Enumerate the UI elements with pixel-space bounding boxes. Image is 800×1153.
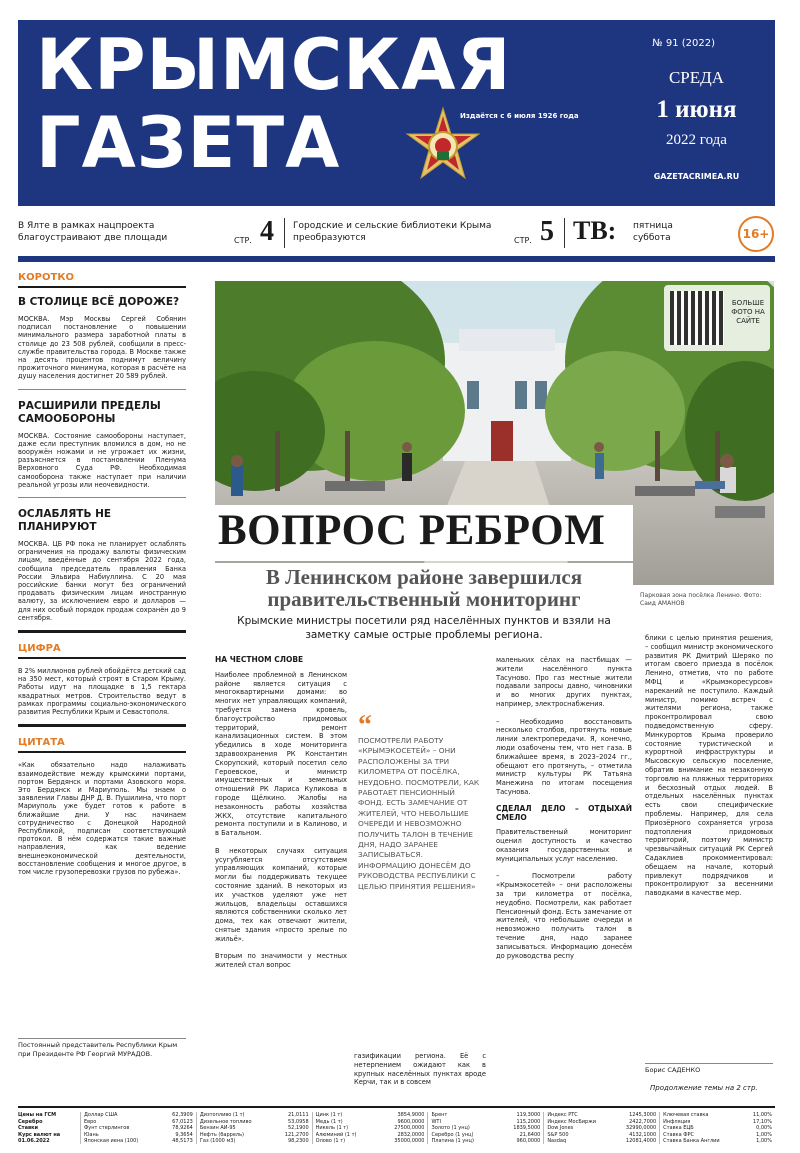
meta-line: Ставки (18, 1125, 39, 1131)
market-row: Инфляция 17,10% (663, 1118, 772, 1125)
rubric-brief: КОРОТКО (18, 272, 186, 288)
market-row: Ставка Банка Англии 1,00% (663, 1138, 772, 1144)
market-column (196, 1112, 312, 1144)
continued-note[interactable]: Продолжение темы на 2 стр. (650, 1084, 758, 1092)
teaser-1-page-label: СТР. (234, 236, 252, 245)
market-row: Брент 119,3000 (431, 1112, 541, 1118)
bottom-rule (18, 1106, 775, 1108)
teaser-2-page: 5 (540, 216, 554, 247)
figure-text: В 2% миллионов рублей обойдётся детский сад на 350 мест, который строят в Старом Крыму. Работы идут на площадке в 1,5 гектара квадратных метров. Строительство ведут в рамках программы социально-экономического развития Республики Крым и Севастополя. (18, 667, 186, 727)
market-row: Алюминий (1 т) 2832,0000 (315, 1131, 425, 1138)
column-1-text: Наиболее проблемной в Ленинском районе является ситуация с многоквартирными домами: во многих нет управляющих компаний, требуется замена кровель, благоустройство придомовых территорий, ремонт канализационных систем. В этом убедились в ходе мониторинга здравоохранения РК Константин Скорупский, который посетил село Героевское, и министр имущественных и земельных отношений РК Лариса Куликова в городе Щёлкино. Жалобы на незаконность работы хозяйства ЖКХ, отсутствие капитального ремонта поступили и в Калиново, и в Батальном. В некоторых случаях ситуация усугубляется отсутствием управляющих компаний, которые могли бы поддерживать текущее состояние зданий. В некоторых из их участков уделяют уже нет жильцов, владельцы оставшихся являются собственники сколько лет дома, тех как отвечают жители, снятые здания «просто зрелые по жильё». Вторым по значимости у местных жителей стал вопрос (215, 670, 347, 970)
market-row: Дизтопливо (1 т) 21,0111 (199, 1112, 309, 1118)
article-subhead: В Ленинском районе завершился правительственный мониторинг (215, 563, 633, 613)
article-column-1 (215, 656, 347, 1104)
qr-code-icon[interactable] (670, 291, 724, 345)
meta-line: Цены на ГСМ (18, 1112, 57, 1118)
brief-1-headline[interactable]: В СТОЛИЦЕ ВСЁ ДОРОЖЕ? (18, 296, 180, 308)
brief-3-headline[interactable]: ОСЛАБЛЯТЬ НЕ ПЛАНИРУЮТ (18, 508, 112, 534)
title-line-1: КРЫМСКАЯ (36, 24, 512, 106)
founded-note: Издаётся с 6 июля 1926 года (460, 112, 579, 120)
article-headline[interactable]: ВОПРОС РЕБРОМ (218, 507, 606, 554)
market-column (312, 1112, 428, 1144)
market-row: Индекс МосБиржи 2422,7000 (547, 1118, 657, 1125)
photo-caption: Парковая зона посёлка Ленино. Фото: Саид АМАНОВ (640, 592, 762, 607)
article-column-4: блики с целью принятия решения, – сообщил министр экономического развития РК Дмитрий Шеряко по итогам своего приезда в посёлок Ленино, отметив, что по работе МФЦ и «Крымэкоресурсов» нареканий не поступило. Каждый министр, помимо встреч с жителями региона, также проконтролировал свою подведомственную сферу. Минкурортов Крыма проверило состояние туристической и курортной инфраструктуры и Мысовскую сельскую поселение, обратив внимание на незаконную торговлю на пляжных территориях и бесхозный отдых людей. В отдельных населённых пунктах есть свои специфические проблемы. Например, для села Приозёрного сохраняется угроза подтопления придомовых территорий, поэтому министр чрезвычайных ситуаций РК Сергей Садаклиев прокомментировал: обещаем на начале, который привлекут подрядчиков и проконтролируют за весенними паводками в качестве мер. (645, 634, 773, 898)
website-link[interactable]: GAZETACRIMEA.RU (653, 172, 740, 181)
rubric-figure: ЦИФРА (18, 643, 186, 659)
market-row: Ставка ЕЦБ 0,00% (663, 1125, 772, 1131)
tv-label[interactable]: ТВ: (573, 216, 617, 245)
market-row: Ключевая ставка 11,00% (663, 1112, 772, 1118)
market-row: Бензин АИ-95 52,1900 (199, 1125, 309, 1131)
tv-days: пятница суббота (633, 221, 673, 243)
market-row: Никель (1 т) 27500,0000 (315, 1125, 425, 1131)
market-column (543, 1112, 659, 1144)
column-3-bottom: Правительственный мониторинг оценил доступность и качество оказания государственных и муниципальных услуг населению. – Посмотрели работу «Крымэкосетей» – они расположены за три километра от посёлка, неудобно. Посмотрели, как работает Пенсионный фонд. Есть замечание от жителей, что небольшие очереди и невозможно получить талон в течение дня, надо заранее записываться. Информацию донесём до руководства респу (496, 828, 632, 960)
market-row: Фунт стерлингов 78,9264 (84, 1125, 193, 1131)
market-row: Евро 67,0123 (84, 1118, 193, 1125)
market-row: Золото (1 унц) 1839,5000 (431, 1125, 541, 1131)
market-row: Платина (1 унц) 960,0000 (431, 1138, 541, 1144)
meta-line: Курс валют на 01.06.2022 (18, 1131, 61, 1144)
rubric-quote: ЦИТАТА (18, 737, 186, 753)
subheading-2: СДЕЛАЛ ДЕЛО – ОТДЫХАЙ СМЕЛО (496, 803, 632, 822)
teaser-1-page: 4 (260, 216, 274, 247)
masthead (18, 20, 775, 206)
teaser-2[interactable]: Городские и сельские библиотеки Крыма преобразуются (293, 221, 492, 243)
left-column (18, 272, 186, 894)
market-row: Олово (1 т) 35000,0000 (315, 1138, 425, 1144)
order-emblem-icon (403, 106, 483, 186)
article-author: Борис САДЕНКО (645, 1063, 773, 1074)
teaser-strip (18, 212, 775, 256)
market-column (427, 1112, 543, 1144)
brief-2-text: МОСКВА. Состояние самообороны наступает, даже если преступник вломился в дом, но не вооружён ножами и не угрожает их жизни, разъясняется в постановлении Пленума Верховного Суда РФ. Необходимая самооборона также наступает при наличии реальной угрозы или неочевидности. (18, 432, 186, 498)
pull-quote-text: ПОСМОТРЕЛИ РАБОТУ «КРЫМЭКОСЕТЕЙ» – ОНИ РАСПОЛОЖЕНЫ ЗА ТРИ КИЛОМЕТРА ОТ ПОСЁЛКА, НЕУДОБНО. ПОСМОТРЕЛИ, КАК РАБОТАЕТ ПЕНСИОННЫЙ ФОНД. ЕСТЬ ЗАМЕЧАНИЕ ОТ ЖИТЕЛЕЙ, ЧТО НЕБОЛЬШИЕ ОЧЕРЕДИ И НЕВОЗМОЖНО ПОЛУЧИТЬ ТАЛОН В ТЕЧЕНИЕ ДНЯ, НАДО ЗАРАНЕЕ ЗАПИСЫВАТЬСЯ. ИНФОРМАЦИЮ ДОНЕСЁМ ДО РУКОВОДСТВА РЕСПУБЛИКИ С ЦЕЛЬЮ ПРИНЯТИЯ РЕШЕНИЯ» (358, 736, 480, 891)
column-3-top: маленьких сёлах на пастбищах — жители населённого пункта Тасуново. Про газ местные жители подавали запросы давно, чиновники и во многих других пунктах, например, электроснабжения. – Необходимо восстановить несколько столбов, протянуть новые линии электропередачи. Я, конечно, люди озабочены тем, что нет газа. В ближайшее время, в 2023–2024 гг., обещают его протянуть, – отметила министр культуры РК Татьяна Манежина по итогам посещения Тасунова. (496, 656, 632, 796)
market-row: Серебро (1 унц) 21,6400 (431, 1131, 541, 1138)
pull-quote (358, 710, 482, 892)
market-row: Дизельное топливо 53,0958 (199, 1118, 309, 1125)
issue-number: № 91 (2022) (652, 38, 715, 49)
qr-code-block[interactable] (664, 285, 770, 351)
quote-mark-icon: “ (358, 710, 372, 741)
brief-2-headline[interactable]: РАСШИРИЛИ ПРЕДЕЛЫ САМООБОРОНЫ (18, 399, 161, 425)
teaser-1[interactable]: В Ялте в рамках нацпроекта благоустраивают две площади (18, 221, 168, 243)
qr-label: БОЛЬШЕ ФОТО НА САЙТЕ (731, 299, 765, 325)
weekday: СРЕДА (668, 68, 725, 87)
market-row: WTI 115,2000 (431, 1118, 541, 1125)
market-row: Ставка ФРС 1,00% (663, 1131, 772, 1138)
quote-text: «Как обязательно надо налаживать взаимодействие между крымскими портами, портом Бердянск и портами Азовского моря. Это Бердянск и Мариуполь. Мы знаем о заявлении Главы ДНР Д. В. Пушилина, что порт Мариуполь уже будет готов к работе в ближайшие дни. У нас начинаем сотрудничество с Донецкой Народной Республикой, подписан соответствующий протокол. В нём содержатся такие важные направления, как ведение внешнеэкономической деятельности, восстановление сообщения и многое другое, в том числе грузоперевозки грузов по рубежа». (18, 761, 186, 876)
article-lead: Крымские министры посетили ряд населённых пунктов и взяли на заметку самые острые проблемы региона. (237, 615, 611, 641)
subheading-1: НА ЧЕСТНОМ СЛОВЕ (215, 656, 304, 664)
article-column-3 (496, 656, 632, 1104)
market-row: Dow Jones 32990,0000 (547, 1125, 657, 1131)
quote-attribution: Постоянный представитель Республики Крым при Президенте РФ Георгий МУРАДОВ. (18, 1038, 186, 1058)
title-line-2: ГАЗЕТА (36, 102, 341, 184)
article-column-2-bottom: газификации региона. Её с нетерпением ожидают как в крупных населённых пунктах вроде Керчи, так и в совсем (354, 1052, 486, 1087)
meta-line: Серебро (18, 1118, 43, 1125)
issue-year: 2022 года (666, 132, 727, 148)
age-rating-badge: 16+ (738, 216, 774, 252)
market-row: Цинк (1 т) 3854,9000 (315, 1112, 425, 1118)
issue-info (618, 20, 775, 206)
issue-date: 1 июня (656, 96, 737, 123)
market-row: Медь (1 т) 9600,0000 (315, 1118, 425, 1125)
teaser-2-page-label: СТР. (514, 236, 532, 245)
market-row: Доллар США 62,3909 (84, 1112, 193, 1118)
divider (564, 218, 565, 248)
market-row: Японская иена (100) 48,5173 (84, 1138, 193, 1144)
divider (284, 218, 285, 248)
brief-1-text: МОСКВА. Мэр Москвы Сергей Собянин подписал постановление о повышении минимального размера заработной платы в столице до 23 508 рублей, сообщили в пресс-службе правительства города. В Москве также на десять процентов поднимут величину прожиточного минимума, которая в расчёте на душу населения достигнет 20 589 рублей. (18, 315, 186, 390)
market-column (80, 1112, 196, 1144)
masthead-rule (18, 256, 775, 262)
market-column (659, 1112, 775, 1144)
market-row: Nasdaq 12081,4000 (547, 1138, 657, 1144)
market-row: S&P 500 4132,1000 (547, 1131, 657, 1138)
market-row: Индекс РТС 1245,3000 (547, 1112, 657, 1118)
brief-3-text: МОСКВА. ЦБ РФ пока не планирует ослаблять ограничения на продажу валюты физическим лицам, введённые до сентября 2022 года, сообщила председатель правления Банка России Эльвира Набиуллина. С 20 мая российские банки могут без ограничений продавать физическим лицам иностранную валюту, за исключением евро и долларов — для них особый порядок продаж сохранён до 9 сентября. (18, 540, 186, 633)
market-data-meta (18, 1112, 80, 1144)
market-row: Нефть (баррель) 121,2700 (199, 1131, 309, 1138)
market-row: Юань 9,3654 (84, 1131, 193, 1138)
market-data-table (18, 1112, 775, 1144)
market-row: Газ (1000 м3) 98,2300 (199, 1138, 309, 1144)
